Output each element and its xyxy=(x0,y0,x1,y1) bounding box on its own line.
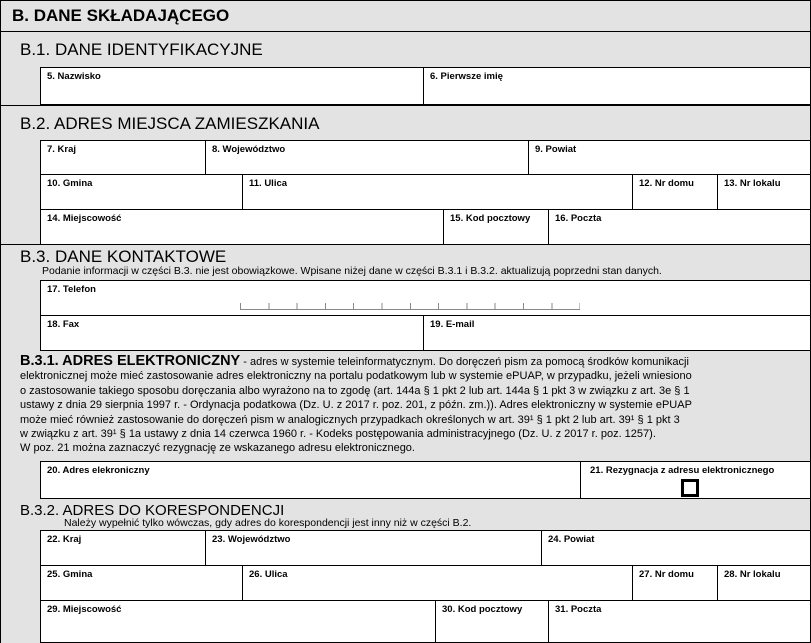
surname-label: 5. Nazwisko xyxy=(47,71,101,82)
county-field[interactable] xyxy=(528,140,811,175)
county-label: 9. Powiat xyxy=(535,144,577,155)
post-office-field[interactable] xyxy=(548,209,811,245)
section-b3-title: B.3. DANE KONTAKTOWE xyxy=(20,247,227,266)
street-label: 11. Ulica xyxy=(249,178,288,189)
electronic-address-field[interactable] xyxy=(40,461,581,499)
corr-county-field[interactable] xyxy=(541,530,811,566)
section-b32-title: B.3.2. ADRES DO KORESPONDENCJI xyxy=(20,502,285,519)
fax-label: 18. Fax xyxy=(47,319,80,330)
postal-code-field[interactable] xyxy=(443,209,549,245)
commune-field[interactable] xyxy=(40,174,243,210)
section-b32-note: Należy wypełnić tylko wówczas, gdy adres do korespondencji jest inny niż w części B.2. xyxy=(64,517,472,529)
corr-commune-label: 25. Gmina xyxy=(47,569,93,580)
phone-digit-ticks xyxy=(240,303,580,310)
electronic-address-label: 20. Adres elekroniczny xyxy=(47,465,150,476)
corr-county-label: 24. Powiat xyxy=(548,534,595,545)
post-office-label: 16. Poczta xyxy=(555,213,602,224)
locality-label: 14. Miejscowość xyxy=(47,213,122,224)
corr-apartment-number-field[interactable] xyxy=(717,565,811,601)
resign-electronic-address-field xyxy=(580,461,811,499)
fax-field[interactable] xyxy=(40,315,424,351)
corr-postal-code-field[interactable] xyxy=(435,600,549,643)
corr-house-number-label: 27. Nr domu xyxy=(639,569,694,580)
corr-voivodeship-field[interactable] xyxy=(205,530,542,566)
country-label: 7. Kraj xyxy=(47,144,77,155)
corr-country-field[interactable] xyxy=(40,530,206,566)
corr-voivodeship-label: 23. Województwo xyxy=(212,534,291,545)
resign-checkbox[interactable] xyxy=(681,479,699,497)
street-field[interactable] xyxy=(242,174,633,210)
postal-code-label: 15. Kod pocztowy xyxy=(450,213,531,224)
phone-label: 17. Telefon xyxy=(47,284,96,295)
corr-country-label: 22. Kraj xyxy=(47,534,82,545)
corr-street-label: 26. Ulica xyxy=(249,569,288,580)
corr-post-office-label: 31. Poczta xyxy=(555,604,602,615)
house-number-label: 12. Nr domu xyxy=(639,178,694,189)
section-b-title: B. DANE SKŁADAJĄCEGO xyxy=(12,6,230,25)
corr-commune-field[interactable] xyxy=(40,565,243,601)
section-b31-text: B.3.1. ADRES ELEKTRONICZNY - adres w systemie teleinformatycznym. Do doręczeń pism za pomocą środków komunikacji elektronicznej może mieć zastosowanie adres elektroniczny na portalu podatkowym lub w systemie ePUAP, w przypadku, jeżeli wniesiono o zastosowanie takiego sposobu doręczania albo wyrażono na to zgodę (art. 144a § 1 pkt 2 lub art. 144a § 1 pkt 3 w związku z art. 3e § 1 ustawy z dnia 29 sierpnia 1997 r. - Ordynacja podatkowa (Dz. U. z 2017 r. poz. 201, z późn. zm.)). Adres elektroniczny w systemie ePUAP może mieć również zastosowanie do doręczeń pism w analogicznych przypadkach określonych w art. 39¹ § 1 pkt 2 lub art. 39¹ § 1 pkt 3 w związku z art. 39¹ § 1a ustawy z dnia 14 czerwca 1960 r. - Kodeks postępowania administracyjnego (Dz. U. z 2017 r. poz. 1257). W poz. 21 można zaznaczyć rezygnację ze wskazanego adresu elektronicznego. xyxy=(20,353,692,455)
phone-field[interactable] xyxy=(40,280,811,316)
country-field[interactable] xyxy=(40,140,206,175)
resign-electronic-address-label: 21. Rezygnacja z adresu elektronicznego xyxy=(590,465,775,476)
section-b31-title: B.3.1. ADRES ELEKTRONICZNY xyxy=(20,353,241,369)
corr-postal-code-label: 30. Kod pocztowy xyxy=(442,604,523,615)
corr-locality-field[interactable] xyxy=(40,600,436,643)
first-name-label: 6. Pierwsze imię xyxy=(430,71,503,82)
commune-label: 10. Gmina xyxy=(47,178,93,189)
voivodeship-label: 8. Województwo xyxy=(212,144,286,155)
locality-field[interactable] xyxy=(40,209,444,245)
section-b1-title: B.1. DANE IDENTYFIKACYJNE xyxy=(20,40,263,59)
corr-street-field[interactable] xyxy=(242,565,633,601)
apartment-number-field[interactable] xyxy=(717,174,811,210)
surname-field[interactable] xyxy=(40,67,424,105)
house-number-field[interactable] xyxy=(632,174,718,210)
section-b2-title: B.2. ADRES MIEJSCA ZAMIESZKANIA xyxy=(20,114,320,133)
corr-house-number-field[interactable] xyxy=(632,565,718,601)
corr-locality-label: 29. Miejscowość xyxy=(47,604,122,615)
email-field[interactable] xyxy=(423,315,811,351)
corr-apartment-number-label: 28. Nr lokalu xyxy=(724,569,781,580)
email-label: 19. E-mail xyxy=(430,319,475,330)
apartment-number-label: 13. Nr lokalu xyxy=(724,178,781,189)
corr-post-office-field[interactable] xyxy=(548,600,811,643)
section-b3-note: Podanie informacji w części B.3. nie jest obowiązkowe. Wpisane niżej dane w części B.3.1 i B.3.2. aktualizują poprzedni stan danych. xyxy=(42,265,662,277)
voivodeship-field[interactable] xyxy=(205,140,529,175)
first-name-field[interactable] xyxy=(423,67,811,105)
